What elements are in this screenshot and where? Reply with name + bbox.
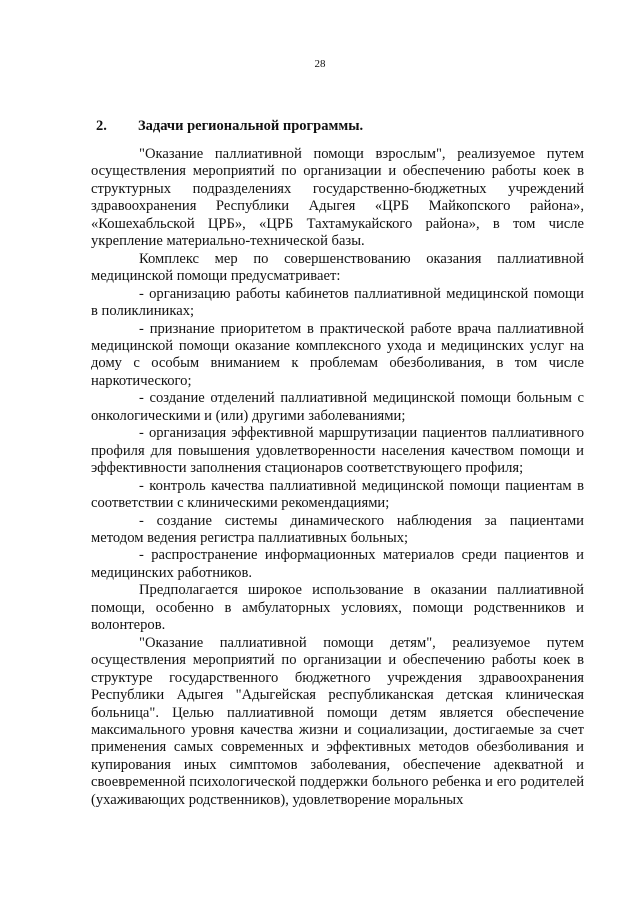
list-item-clinic-offices: - организацию работы кабинетов паллиативной медицинской помощи в поликлиниках;: [91, 285, 584, 320]
paragraph-adult-palliative-care: "Оказание паллиативной помощи взрослым", реализуемое путем осуществления мероприятий по организации и обеспечению работы коек в структурных подразделениях государственно-бюджетных учреждений здравоохранения Республики Адыгея «ЦРБ Майкопского района», «Кошехабльской ЦРБ», «ЦРБ Тахтамукайского района», в том числе укрепление материально-технической базы.: [91, 146, 584, 250]
list-item-information-materials: - распространение информационных материалов среди пациентов и медицинских работников.: [91, 547, 584, 581]
section-number: 2.: [96, 118, 107, 134]
list-item-quality-control: - контроль качества паллиативной медицинской помощи пациентам в соответствии с клиническими рекомендациями;: [91, 477, 584, 512]
section-title: Задачи региональной программы.: [138, 118, 364, 134]
list-item-palliative-departments: - создание отделений паллиативной медицинской помощи больным с онкологическими и (или) другими заболеваниями;: [91, 390, 584, 424]
paragraph-measures-intro: Комплекс мер по совершенствованию оказания паллиативной медицинской помощи предусматривает:: [91, 250, 584, 285]
paragraph-volunteers: Предполагается широкое использование в оказании паллиативной помощи, особенно в амбулаторных условиях, помощи родственников и волонтеров.: [91, 582, 584, 634]
list-item-patient-registry: - создание системы динамического наблюдения за пациентами методом ведения регистра паллиативных больных;: [91, 512, 584, 546]
section-body: [91, 146, 584, 809]
paragraph-child-palliative-care: "Оказание паллиативной помощи детям", реализуемое путем осуществления мероприятий по организации и обеспечению работы коек в структуре государственного бюджетного учреждения здравоохранения Республики Адыгея "Адыгейская республиканская детская клиническая больница". Целью паллиативной помощи детям является обеспечение максимального уровня качества жизни и социализации, достигаемые за счет применения самых современных и эффективных методов обезболивания и купирования иных симптомов заболевания, обеспечение адекватной и своевременной психологической поддержки больного ребенка и его родителей (ухаживающих родственников), удовлетворение моральных: [91, 634, 584, 808]
page-number: 28: [314, 58, 326, 70]
list-item-patient-routing: - организация эффективной маршрутизации пациентов паллиативного профиля для повышения удовлетворенности населения качеством помощи и эффективности заполнения стационаров соответствующего профиля;: [91, 425, 584, 477]
list-item-home-care-priority: - признание приоритетом в практической работе врача паллиативной медицинской помощи оказание комплексного ухода и медицинских услуг на дому с особым вниманием к проблемам обезболивания, в том числе наркотического;: [91, 320, 584, 389]
